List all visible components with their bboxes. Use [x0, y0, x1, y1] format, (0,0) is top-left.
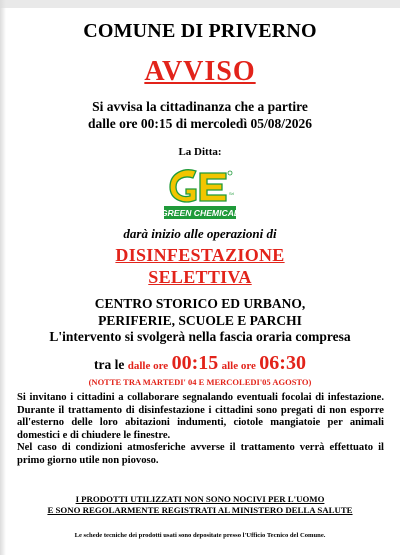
- areas-line-2: PERIFERIE, SCUOLE E PARCHI: [98, 312, 302, 328]
- time-range: [0, 352, 400, 375]
- ditta-label: La Ditta:: [178, 146, 222, 158]
- disinfestazione-line-2: SELETTIVA: [148, 267, 252, 287]
- areas-block: [0, 296, 400, 346]
- logo-srl: Srl: [229, 191, 234, 196]
- intro-line-2: dalle ore 00:15 di mercoledì 05/08/2026: [87, 116, 313, 131]
- instructions-paragraph-2: Nel caso di condizioni atmosferiche avverse il trattamento verrà effettuato il primo giorno utile non piovoso.: [17, 442, 384, 466]
- time-tra: tra le: [94, 357, 125, 372]
- disinfestazione-title: [0, 244, 400, 288]
- logo-text: GREEN CHEMICAL: [162, 208, 238, 218]
- disinfestazione-line-1: DISINFESTAZIONE: [115, 245, 285, 265]
- green-chemical-logo: [162, 165, 238, 223]
- areas-line-1: CENTRO STORICO ED URBANO,: [94, 296, 306, 311]
- time-dalle-label: dalle ore: [127, 360, 169, 372]
- intro-line-1: Si avvisa la cittadinanza che a partire: [92, 99, 308, 114]
- technical-sheets-note: Le schede tecniche dei prodotti usati sono depositate presso l'Ufficio Tecnico del Comune.: [74, 532, 326, 539]
- time-end: 06:30: [259, 352, 306, 374]
- products-line-1: I PRODOTTI UTILIZZATI NON SONO NOCIVI PER L'UOMO: [75, 494, 325, 504]
- operazioni-intro: darà inizio alle operazioni di: [123, 226, 277, 241]
- comune-title: COMUNE DI PRIVERNO: [83, 20, 317, 42]
- time-start: 00:15: [171, 352, 219, 374]
- instructions-text: [17, 392, 384, 467]
- areas-line-3: L'intervento si svolgerà nella fascia oraria compresa: [49, 329, 351, 344]
- green-chemical-logo-icon: [162, 165, 238, 223]
- products-notice: [0, 494, 400, 516]
- avviso-heading: AVVISO: [144, 56, 256, 87]
- time-alle-label: alle ore: [221, 360, 256, 372]
- products-line-2: E SONO REGOLARMENTE REGISTRATI AL MINISTERO DELLA SALUTE: [47, 505, 353, 515]
- night-note: (NOTTE TRA MARTEDI' 04 E MERCOLEDI'05 AGOSTO): [88, 377, 312, 387]
- instructions-paragraph-1: Si invitano i cittadini a collaborare segnalando eventuali focolai di infestazione. Durante il trattamento di disinfestazione i cittadini sono pregati di non esporre all'esterno delle loro abitazioni indumenti, ciotole mangiatoie per animali domestici e di chiudere le finestre.: [17, 392, 384, 441]
- intro-text: [0, 98, 400, 132]
